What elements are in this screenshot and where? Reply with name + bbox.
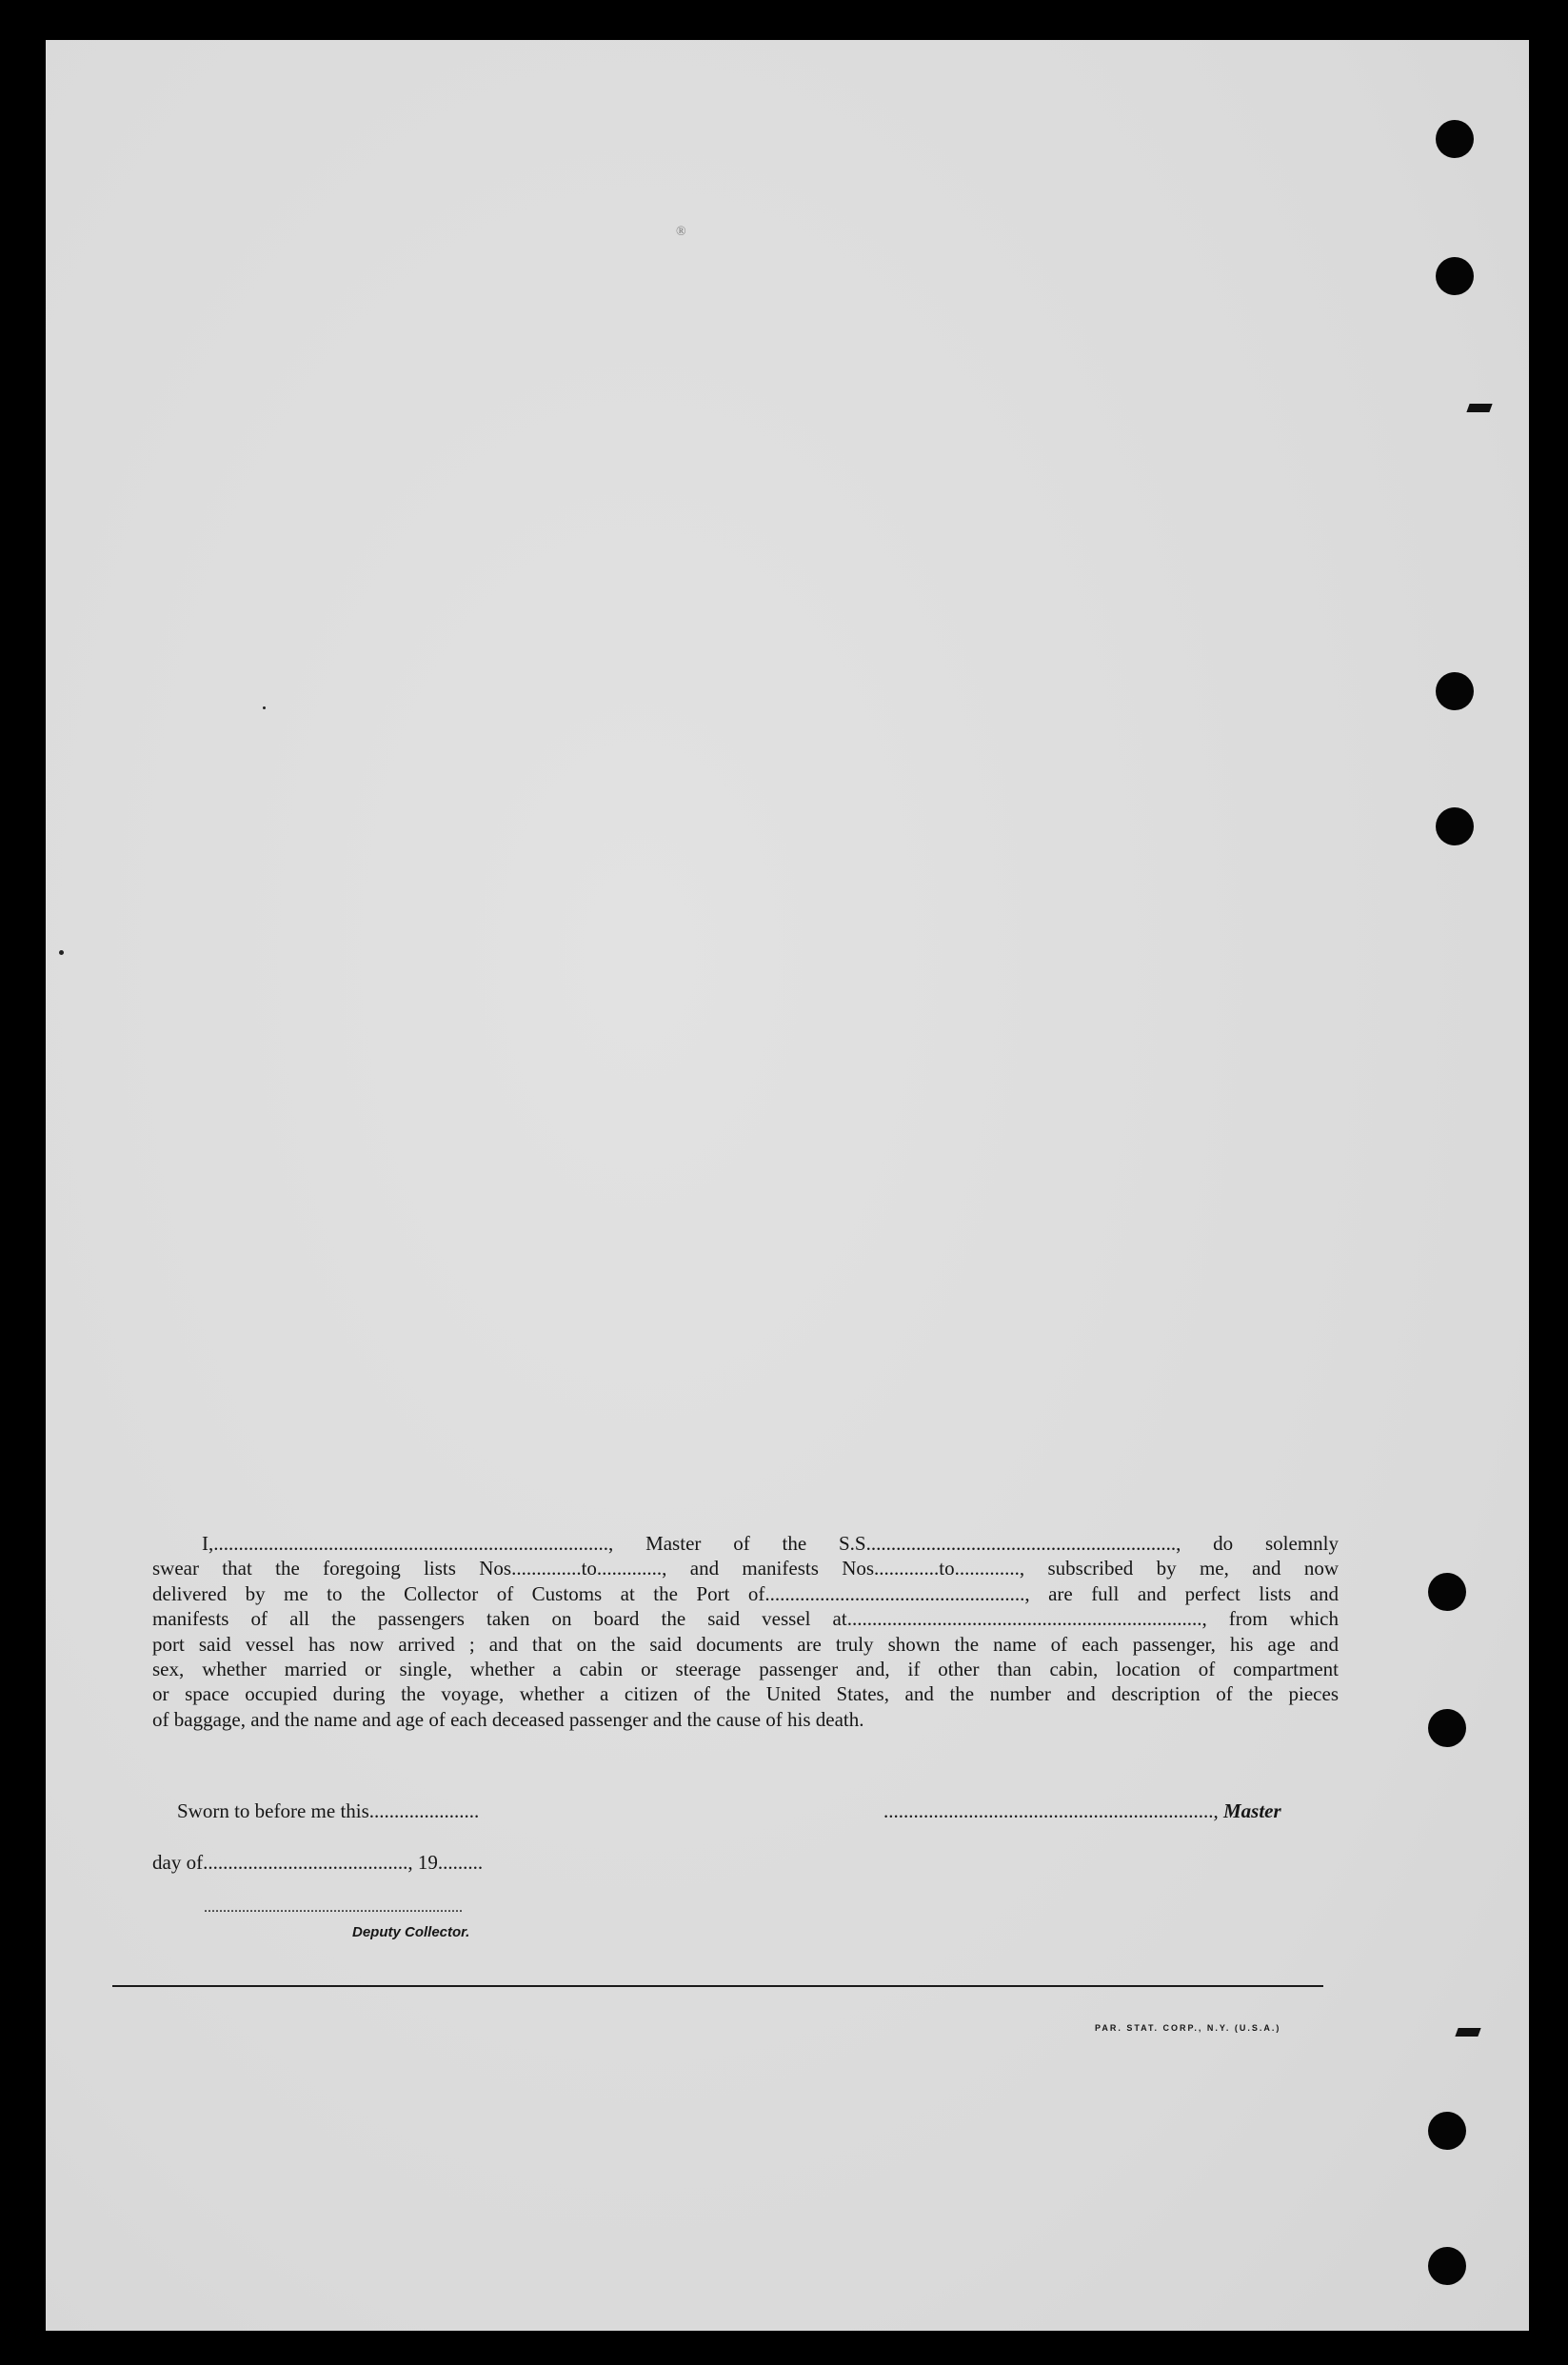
deputy-collector-label: Deputy Collector. (352, 1924, 470, 1940)
day-of-line: day of........................................., 19......... (152, 1851, 484, 1874)
master-label: Master (1223, 1799, 1281, 1822)
oath-line: swear that the foregoing lists Nos..............to............., and manifests Nos.............to............., subscribed by me, and now (152, 1557, 1339, 1580)
document-page (46, 40, 1529, 2331)
oath-line: manifests of all the passengers taken on board the said vessel at......................................................................., from which (152, 1607, 1339, 1631)
oath-line: or space occupied during the voyage, whether a citizen of the United States, and the number and description of the pieces (152, 1682, 1339, 1706)
punch-hole (1436, 257, 1474, 295)
faint-page-number-stamp (131, 40, 164, 208)
speck (59, 950, 64, 955)
punch-hole (1428, 1573, 1466, 1611)
oath-line: I,..............................................................................., Master of the S.S.............................................................., do solemnly (202, 1532, 1339, 1555)
punch-hole (1436, 120, 1474, 158)
punch-hole (1428, 1709, 1466, 1747)
oath-line: port said vessel has now arrived ; and that on the said documents are truly shown the name of each passenger, his age and (152, 1632, 1339, 1656)
printer-imprint: PAR. STAT. CORP., N.Y. (U.S.A.) (1095, 2023, 1281, 2033)
punch-hole (1428, 2112, 1466, 2150)
punch-hole (1428, 2247, 1466, 2285)
master-signature-line (883, 1799, 1281, 1823)
punch-hole (1436, 807, 1474, 845)
punch-hole (1436, 672, 1474, 710)
deputy-signature-dots: .................................................................... (204, 1899, 463, 1916)
footer-rule (112, 1985, 1323, 1987)
oath-paragraph (107, 1531, 1339, 1732)
sworn-before-line: Sworn to before me this...................... (177, 1799, 480, 1822)
oath-line: delivered by me to the Collector of Customs at the Port of...................................................., are full and perfect lists and (152, 1581, 1339, 1605)
oath-line: of baggage, and the name and age of each deceased passenger and the cause of his death. (152, 1707, 864, 1731)
speck (263, 706, 266, 709)
edge-nick (1466, 404, 1492, 412)
registration-mark: ® (676, 225, 686, 239)
edge-nick (1455, 2028, 1480, 2037)
master-signature-dots: .................................................................., (883, 1799, 1223, 1822)
oath-line: sex, whether married or single, whether a cabin or steerage passenger and, if other than cabin, location of compartment (152, 1658, 1339, 1681)
